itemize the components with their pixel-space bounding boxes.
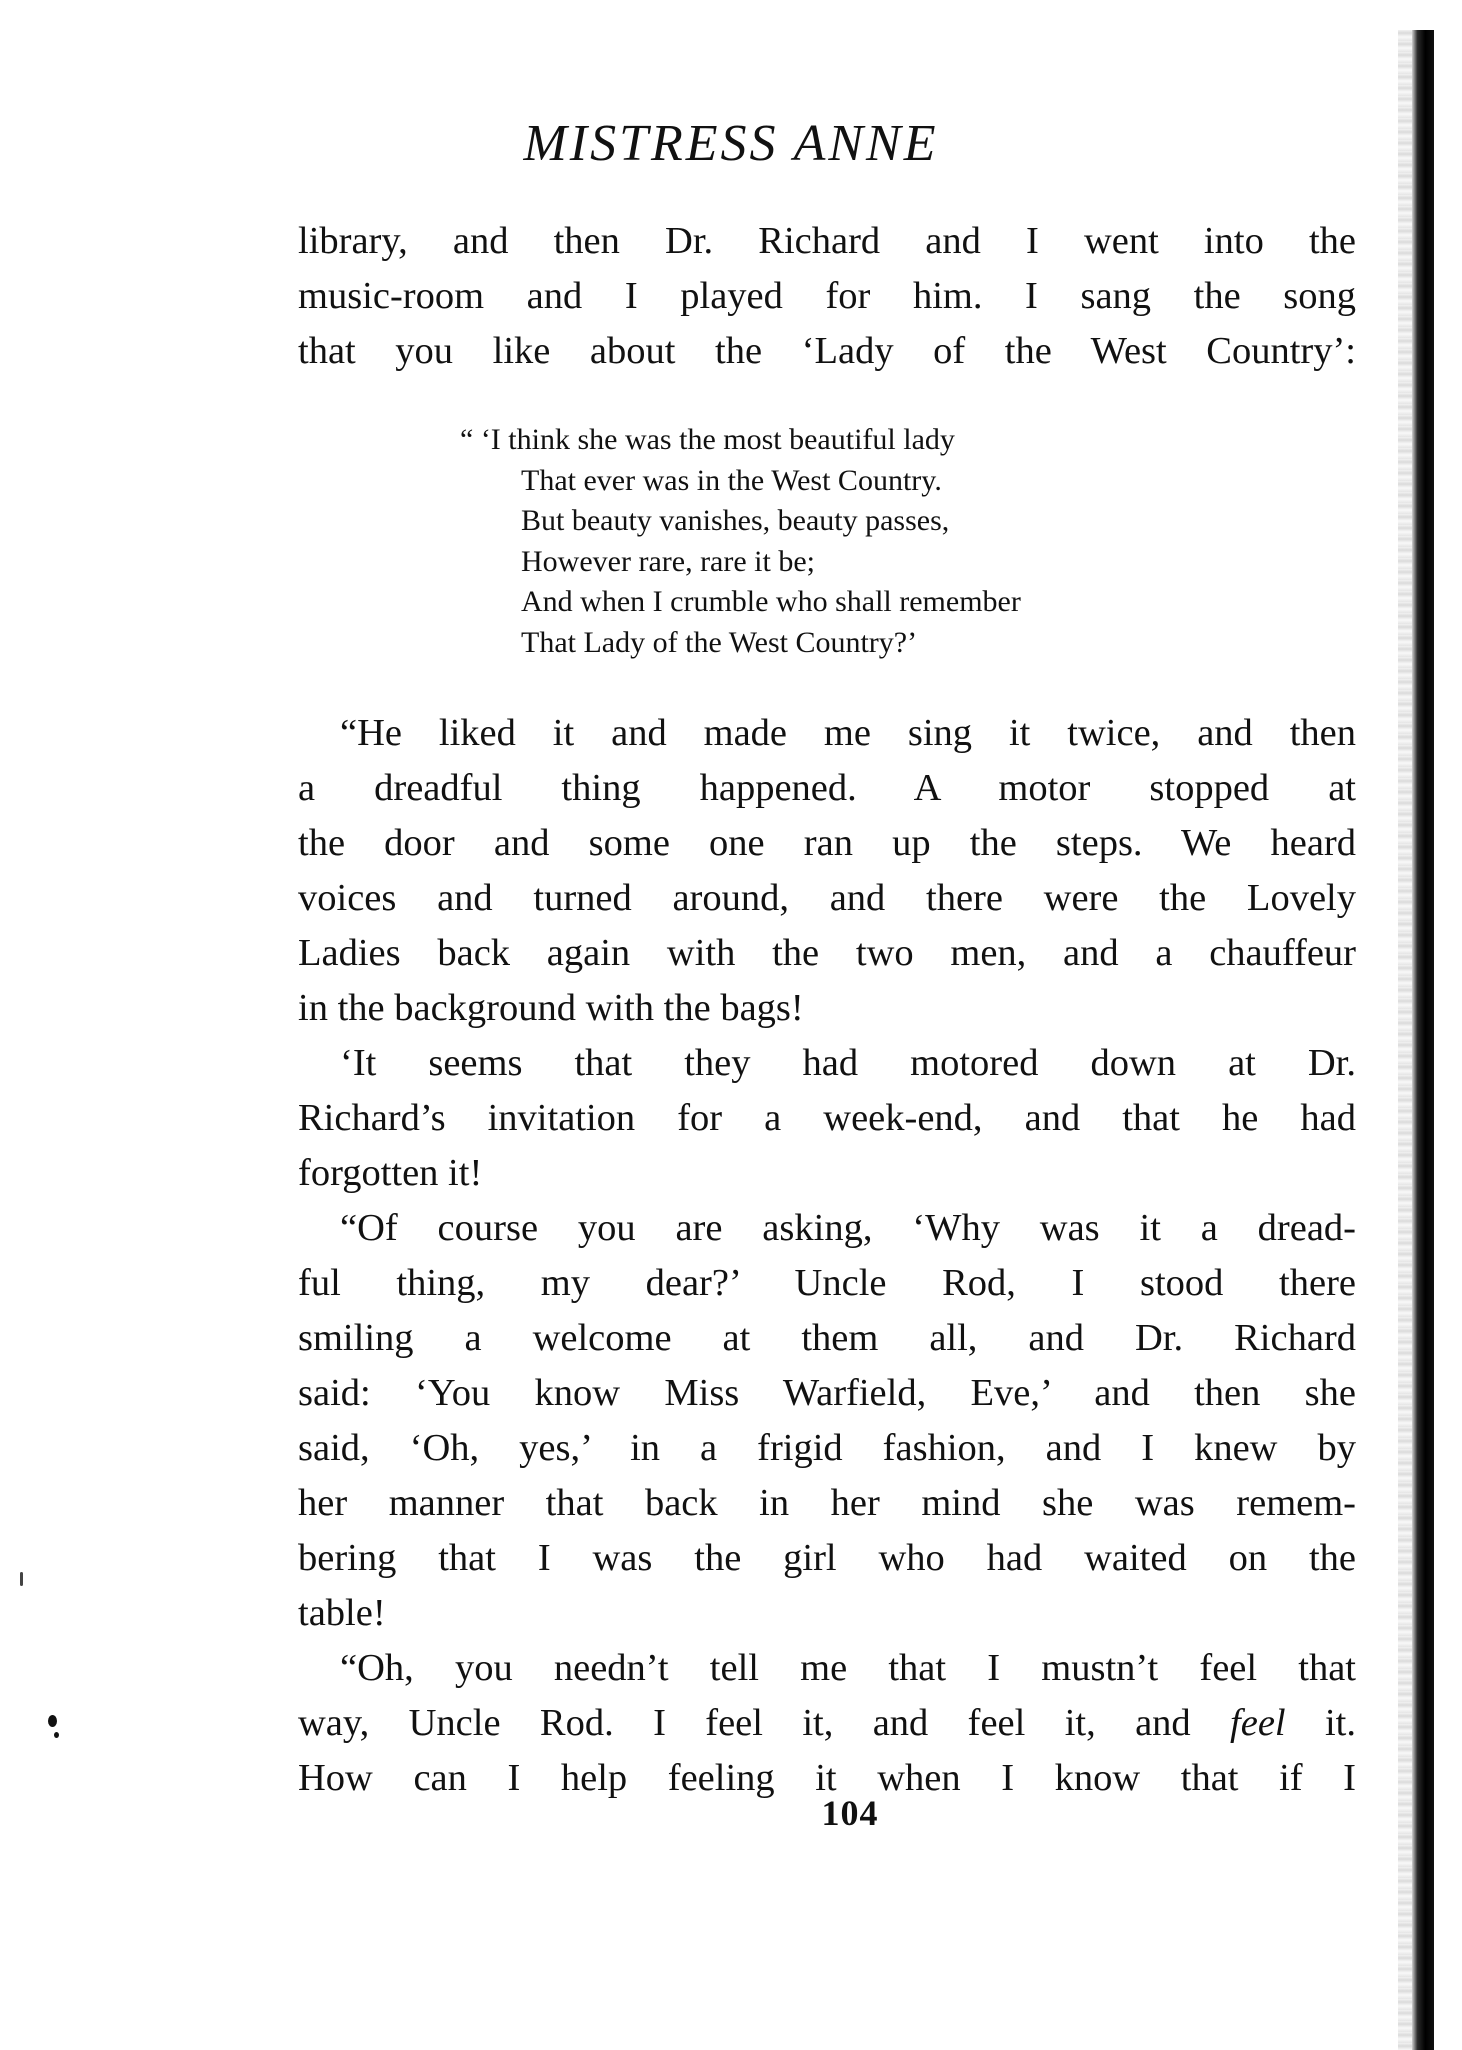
text-run: way, Uncle Rod. I feel it, and feel it, and <box>298 1702 1231 1744</box>
text-line: that you like about the ‘Lady of the West Country’: <box>298 330 1356 372</box>
text-line: Richard’s invitation for a week-end, and that he had <box>298 1097 1356 1139</box>
text-line: forgotten it! <box>298 1152 483 1194</box>
page-number: 104 <box>821 1793 879 1833</box>
text-line: bering that I was the girl who had waited on the <box>298 1537 1356 1579</box>
text-line: How can I help feeling it when I know that if I <box>298 1757 1356 1799</box>
running-head: MISTRESS ANNE <box>523 115 939 172</box>
text-line: ful thing, my dear?’ Uncle Rod, I stood there <box>298 1262 1356 1304</box>
text-line: a dreadful thing happened. A motor stopped at <box>298 767 1356 809</box>
text-line: music-room and I played for him. I sang the song <box>298 275 1356 317</box>
text-line: said, ‘Oh, yes,’ in a frigid fashion, and I knew by <box>298 1427 1356 1469</box>
text-line: ‘It seems that they had motored down at Dr. <box>340 1042 1356 1084</box>
verse-line: That ever was in the West Country. <box>521 463 942 497</box>
text-line-with-emphasis <box>298 1696 1356 1751</box>
verse-block <box>460 420 1220 663</box>
text-line: said: ‘You know Miss Warfield, Eve,’ and then she <box>298 1372 1356 1414</box>
text-line: “He liked it and made me sing it twice, and then <box>340 712 1356 754</box>
page-edge-fringe <box>1398 30 1412 2050</box>
binding-edge-shadow <box>1412 30 1434 2050</box>
text-run: it. <box>1285 1702 1356 1744</box>
verse-line: That Lady of the West Country?’ <box>521 625 918 659</box>
text-line: table! <box>298 1592 386 1634</box>
ink-speck <box>48 1715 57 1727</box>
ink-speck <box>54 1732 59 1738</box>
text-line: her manner that back in her mind she was remem- <box>298 1482 1356 1524</box>
text-line: Ladies back again with the two men, and a chauffeur <box>298 932 1356 974</box>
text-line: “Oh, you needn’t tell me that I mustn’t feel that <box>340 1647 1356 1689</box>
text-line: voices and turned around, and there were the Lovely <box>298 877 1356 919</box>
body-text-top <box>298 214 1356 379</box>
text-line: the door and some one ran up the steps. We heard <box>298 822 1356 864</box>
verse-line: “ ‘I think she was the most beautiful lady <box>460 423 955 456</box>
emphasis-word: feel <box>1230 1702 1286 1744</box>
verse-line: However rare, rare it be; <box>521 544 815 578</box>
verse-line: But beauty vanishes, beauty passes, <box>521 504 950 537</box>
ink-speck <box>20 1572 23 1586</box>
text-line: in the background with the bags! <box>298 987 804 1029</box>
text-line: library, and then Dr. Richard and I went into the <box>298 220 1356 262</box>
text-line: smiling a welcome at them all, and Dr. Richard <box>298 1317 1356 1359</box>
body-text-main <box>298 706 1356 1806</box>
verse-line: And when I crumble who shall remember <box>521 585 1021 618</box>
text-line: “Of course you are asking, ‘Why was it a dread- <box>340 1207 1356 1249</box>
